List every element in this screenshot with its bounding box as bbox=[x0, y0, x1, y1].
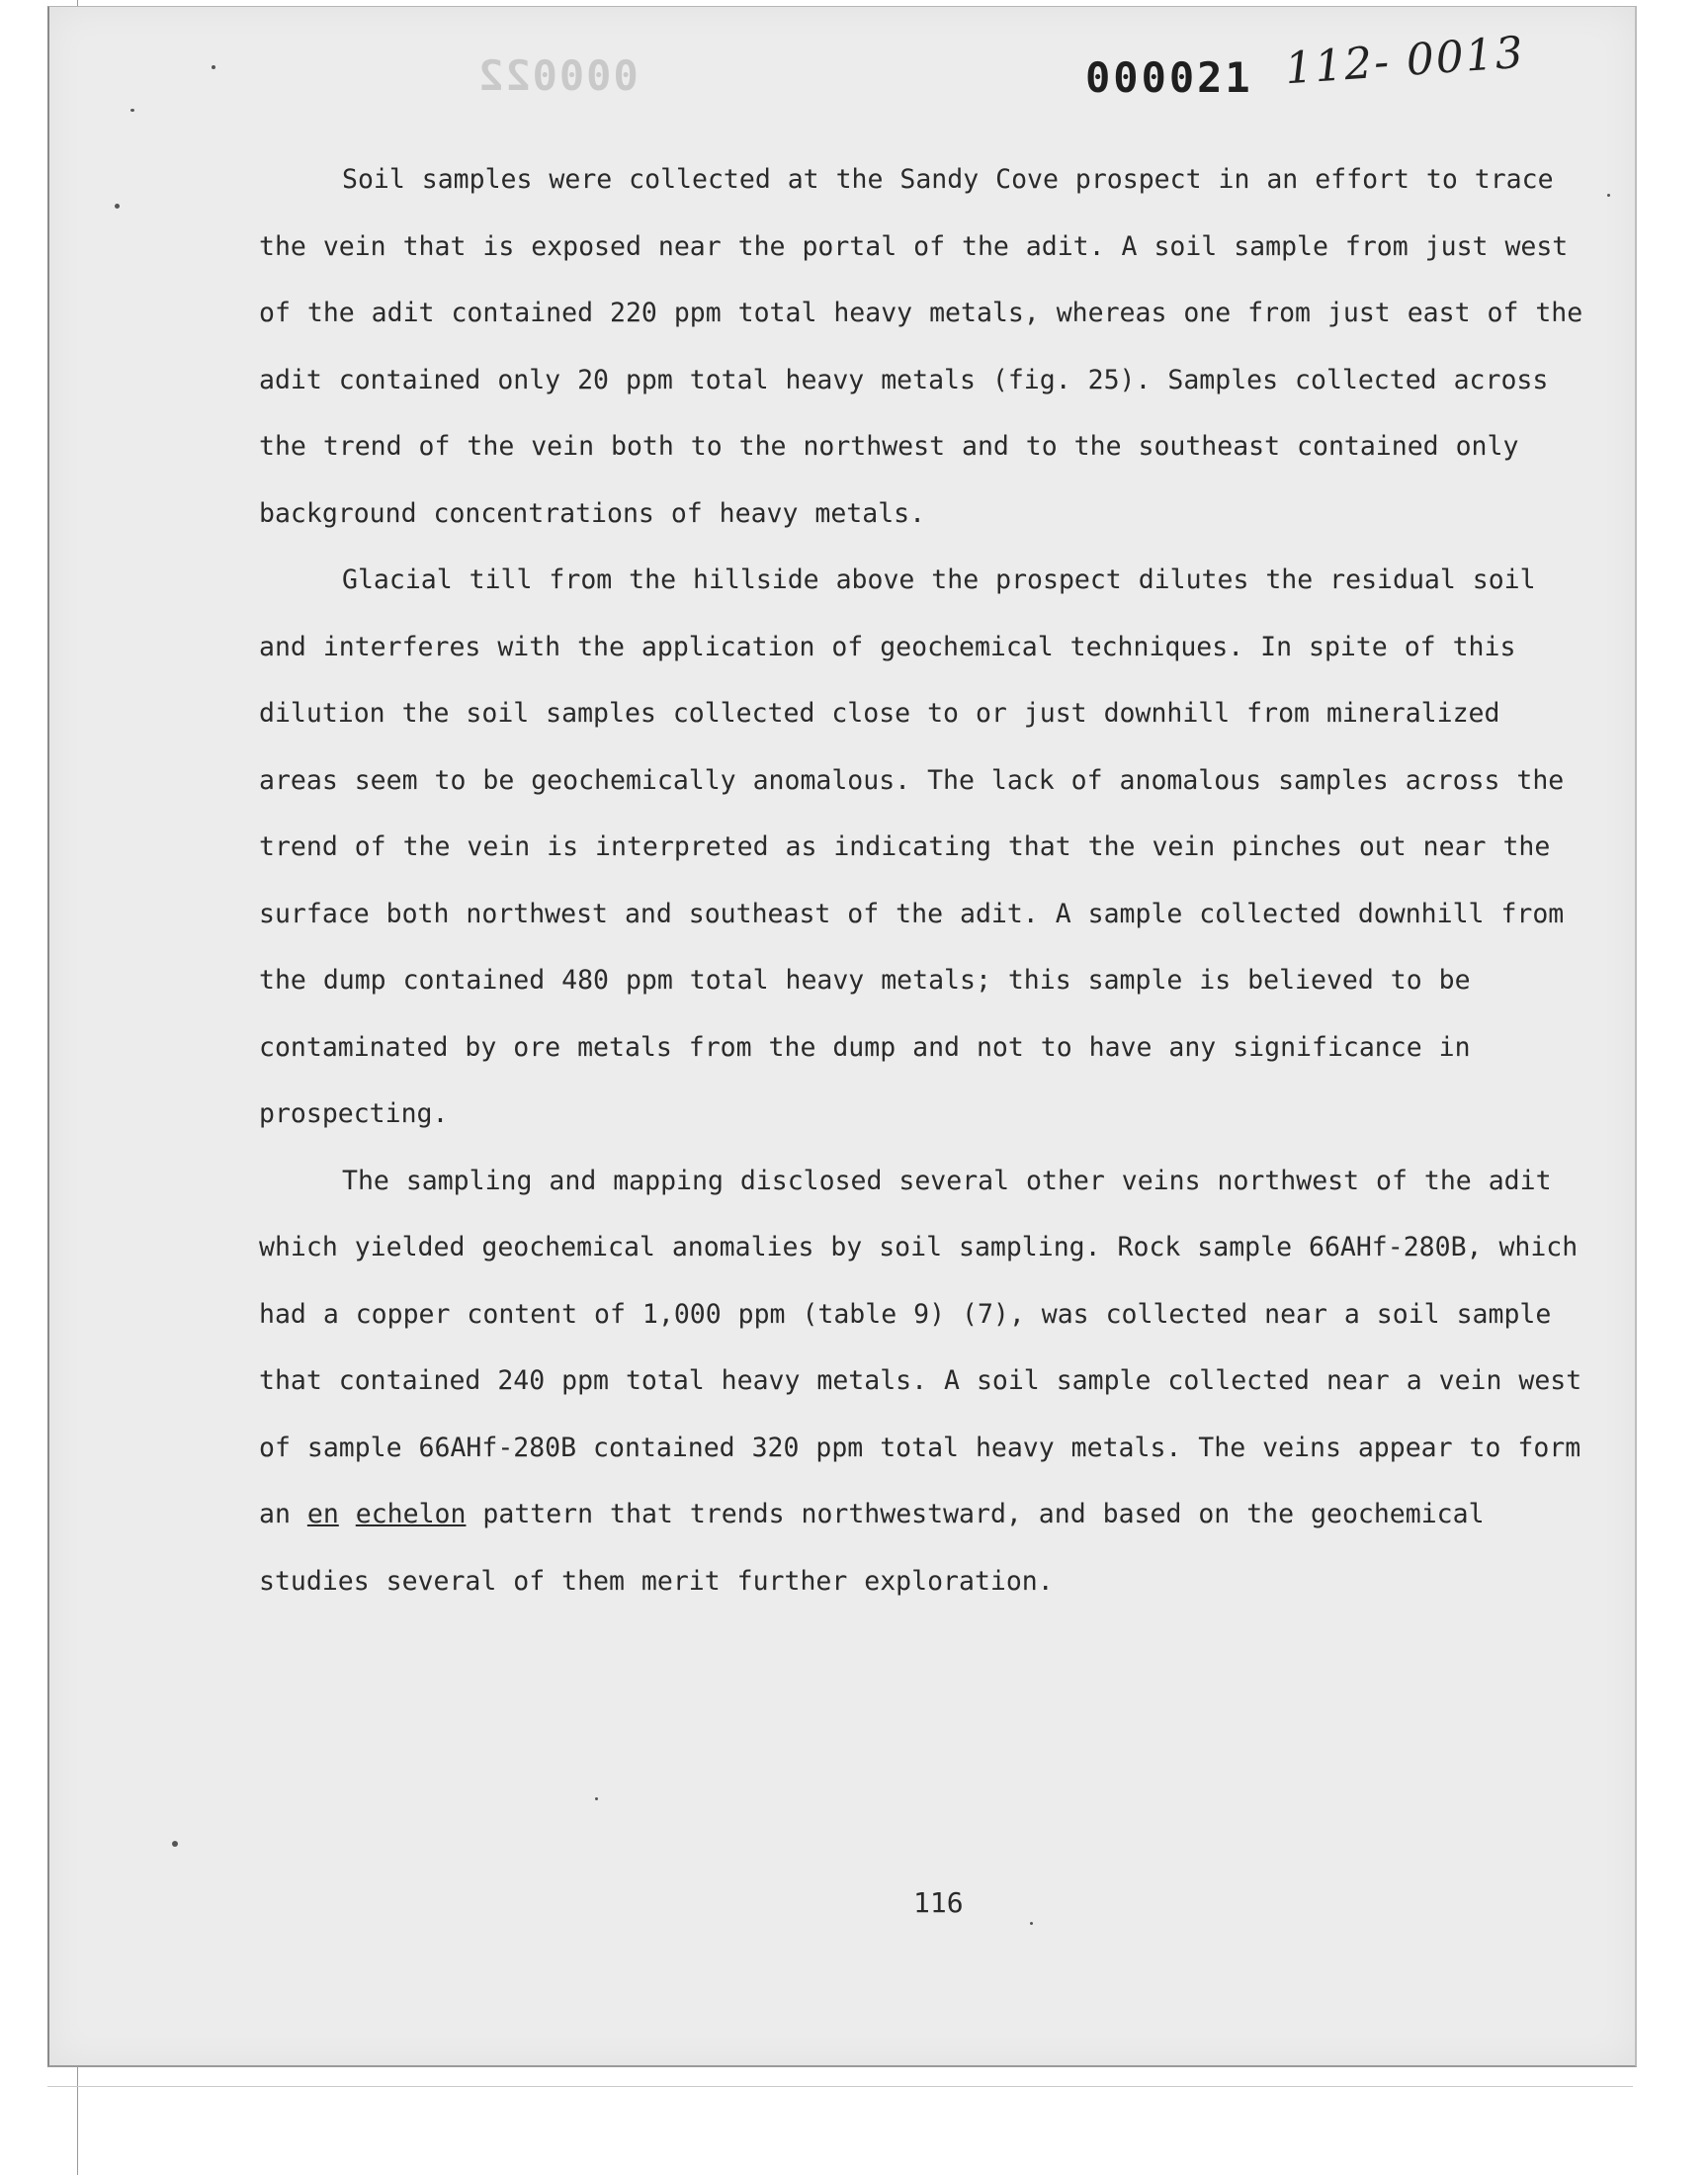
scan-speck bbox=[130, 109, 134, 112]
scan-speck bbox=[212, 65, 215, 69]
underline-gap bbox=[339, 1499, 356, 1529]
paragraph-3-text-before: The sampling and mapping disclosed several other veins northwest of the adit which yielded geochemical anomalies by soil sampling. Rock sample 66AHf-280B, which had a copper content of 1,000 ppm (table 9) (7), was collected near a soil sample that contained 240 ppm total heavy metals. A soil sample collected near a vein west of sample 66AHf-280B contained 320 ppm total heavy metals. The veins appear to form an bbox=[259, 1165, 1582, 1529]
paragraph-3 bbox=[259, 1148, 1583, 1615]
scan-speck bbox=[172, 1841, 178, 1847]
scan-speck bbox=[115, 204, 120, 209]
document-body bbox=[259, 146, 1583, 1614]
page-number: 116 bbox=[913, 1886, 964, 1919]
scan-speck bbox=[1030, 1922, 1033, 1925]
underlined-term-echelon: echelon bbox=[355, 1499, 467, 1529]
sheet-bottom-edge bbox=[47, 2086, 1633, 2087]
paragraph-2: Glacial till from the hillside above the prospect dilutes the residual soil and interferes with the application of geochemical techniques. In spite of this dilution the soil samples collected close to or just downhill from mineralized areas seem to be geochemically anomalous. The lack of anomalous samples across the trend of the vein is interpreted as indicating that the vein pinches out near the surface both northwest and southeast of the adit. A sample collected downhill from the dump contained 480 ppm total heavy metals; this sample is believed to be contaminated by ore metals from the dump and not to have any significance in prospecting. bbox=[259, 565, 1565, 1129]
paragraph-3-text-after: pattern that trends northwestward, and based on the geochemical studies several of them merit further exploration. bbox=[259, 1499, 1485, 1597]
paragraph-1: Soil samples were collected at the Sandy Cove prospect in an effort to trace the vein that is exposed near the portal of the adit. A soil sample from just west of the adit contained 220 ppm total heavy metals, whereas one from just east of the adit contained only 20 ppm total heavy metals (fig. 25). Samples collected across the trend of the vein both to the northwest and to the southeast contained only background concentrations of heavy metals. bbox=[259, 164, 1583, 529]
scan-speck bbox=[595, 1797, 598, 1800]
bleed-through-number: 000022 bbox=[476, 51, 639, 100]
underlined-term-en: en bbox=[306, 1499, 339, 1529]
handwritten-reference: 112- 0013 bbox=[1283, 27, 1527, 95]
scan-speck bbox=[1607, 194, 1610, 197]
bates-stamp-number: 000021 bbox=[1085, 53, 1253, 102]
